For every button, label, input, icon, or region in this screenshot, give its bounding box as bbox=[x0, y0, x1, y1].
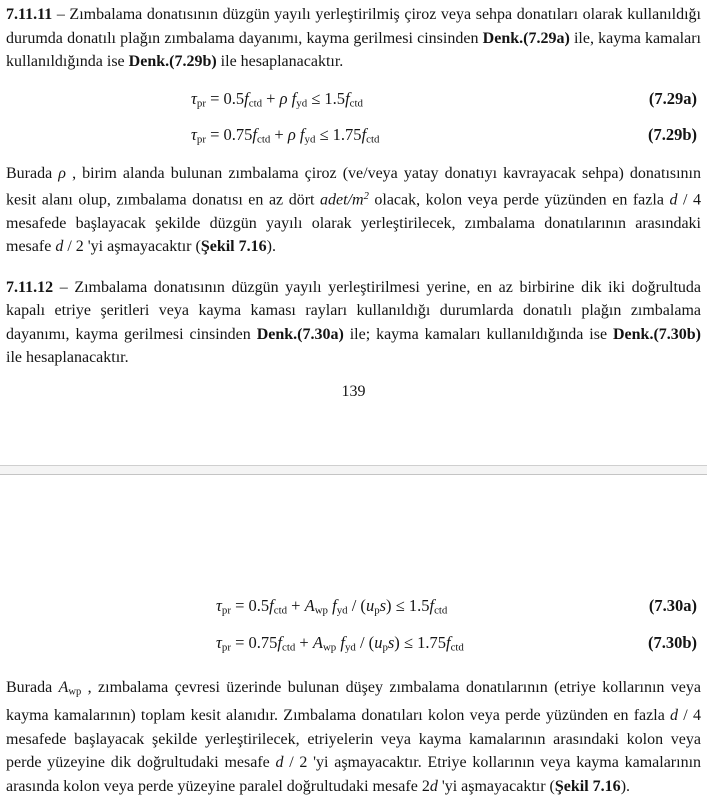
paragraph-7-11-11: 7.11.11 – Zımbalama donatısının düzgün yayılı yerleştirilmiş çiroz veya sehpa donatıları olarak kullanıldığı durumda donatılı plağın zımbalama dayanımı, kayma gerilmesi cinsinden Denk.(7.29a) ile, kayma kamaları kullanıldığında ise Denk.(7.29b) ile hesaplanacaktır. bbox=[6, 6, 702, 70]
paragraph-burada-awp: Burada $A_{wp}$ , zımbalama çevresi üzerinde bulunan düşey zımbalama donatılarının (etriye kollarının veya kayma kamalarının) toplam kesit alanıdır. Zımbalama donatıları kolon veya perde yüzünden en fazla d / 4 mesafede başlayacak şekilde yerleştirilecek, etriyelerin veya kayma kamalarının arasındaki kolon veya perde yüzeyine dik doğrultudaki mesafe d / 2 'yi aşmayacaktır. Etriye kollarının veya kayma kamalarının arasında kolon veya perde yüzeyine paralel doğrultudaki mesafe 2d 'yi aşmayacaktır (Şekil 7.16). bbox=[6, 679, 702, 795]
page-number: 139 bbox=[341, 382, 366, 400]
equation-7-30b-formula: $\tau_{pr} = 0.75f_{ctd} + A_{wp}$ $f_{yd} / (u_ps) \le 1.75f_{ctd}$ bbox=[216, 632, 464, 654]
equation-group-7-29 bbox=[6, 87, 701, 152]
equation-7-29a bbox=[6, 87, 701, 116]
equation-7-30b-number: (7.30b) bbox=[647, 632, 697, 652]
equation-7-29a-formula: $\tau_{pr} = 0.5f_{ctd} + \rho$ $f_{yd} \le 1.5f_{ctd}$ bbox=[191, 88, 363, 110]
equation-7-30b bbox=[6, 631, 701, 660]
equation-7-29b-number: (7.29b) bbox=[647, 125, 697, 145]
equation-7-30a-formula: $\tau_{pr} = 0.5f_{ctd} + A_{wp}$ $f_{yd} / (u_ps) \le 1.5f_{ctd}$ bbox=[216, 595, 448, 617]
equation-7-30a bbox=[6, 594, 701, 623]
equation-7-30a-number: (7.30a) bbox=[648, 595, 697, 615]
page-separator bbox=[0, 465, 707, 475]
equation-7-29b bbox=[6, 123, 701, 152]
page-2-top-margin bbox=[6, 475, 701, 581]
paragraph-burada-rho: Burada ρ , birim alanda bulunan zımbalama çiroz (ve/veya yatay donatıyı kavrayacak sehpa) donatısının kesit alanı olup, zımbalama donatısı en az dört adet/$m^2$ olacak, kolon veya perde yüzünden en fazla d / 4 mesafede başlayacak şekilde düzgün yayılı olarak yerleştirilecek, zımbalama donatılarının arasındaki mesafe d / 2 'yi aşmayacaktır (Şekil 7.16). bbox=[6, 164, 702, 256]
equation-7-29a-number: (7.29a) bbox=[648, 88, 697, 108]
equation-group-7-30 bbox=[6, 594, 701, 659]
page-2 bbox=[0, 475, 707, 798]
equation-7-29b-formula: $\tau_{pr} = 0.75f_{ctd} + \rho$ $f_{yd} \le 1.75f_{ctd}$ bbox=[191, 125, 380, 146]
paragraph-7-11-12: 7.11.12 – Zımbalama donatısının düzgün yayılı yerleştirilmesi yerine, en az birbirine dik iki doğrultuda kapalı etriye şeritleri veya kayma kaması rayları kullanıldığı durumlarda donatılı plağın zımbalama dayanımı, kayma gerilmesi cinsinden Denk.(7.30a) ile; kayma kamaları kullanıldığında ise Denk.(7.30b) ile hesaplanacaktır. bbox=[6, 278, 702, 367]
